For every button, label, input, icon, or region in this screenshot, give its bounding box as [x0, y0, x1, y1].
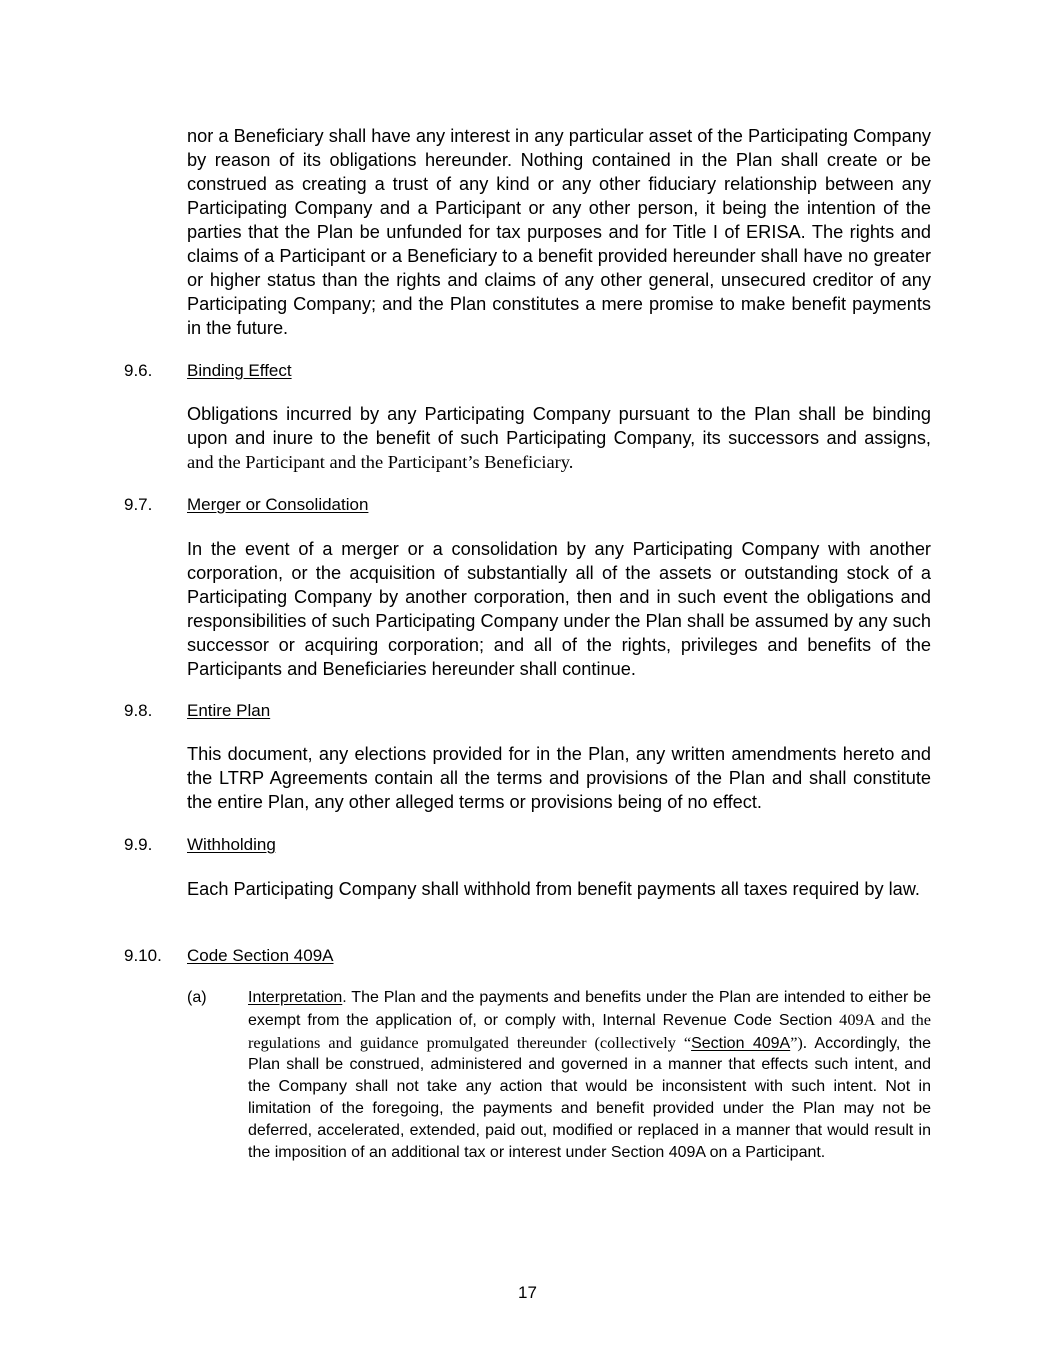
section-title: Merger or Consolidation [187, 495, 369, 514]
section-number: 9.9. [124, 835, 153, 854]
section-title: Binding Effect [187, 361, 292, 380]
page-number: 17 [518, 1283, 537, 1302]
section-9-6-body-text: Obligations incurred by any Participating Company pursuant to the Plan shall be binding upon and inure to the benefit of such Participating Company, its successors and assigns, [187, 404, 931, 448]
subsection-label: (a) [187, 989, 207, 1006]
section-9-9-body: Each Participating Company shall withhold from benefit payments all taxes required by law. [187, 879, 920, 899]
section-number: 9.10. [124, 946, 162, 965]
section-title: Entire Plan [187, 701, 271, 720]
intro-paragraph: nor a Beneficiary shall have any interest in any particular asset of the Participating Company by reason of its obligations hereunder. Nothing contained in the Plan shall create or be construed as creating a trust of any kind or any other fiduciary relationship between any Participating Company and a Participant or any other person, it being the intention of the parties that the Plan be unfunded for tax purposes and for Title I of ERISA. The rights and claims of a Participant or a Beneficiary to a benefit provided hereunder shall have no greater or higher status than the rights and claims of any other general, unsecured creditor of any Participating Company; and the Plan constitutes a mere promise to make benefit payments in the future. [187, 126, 931, 338]
subsection-text-1: . The Plan and the payments and benefits under the Plan are intended to either be exempt from the application of, or comply with, Internal Revenue Code Section [248, 989, 931, 1029]
subsection-text-2: 409A and the regulations and guidance promulgated thereunder (collectively “ [248, 1009, 931, 1052]
section-9-6-body [187, 402, 931, 474]
section-number: 9.6. [124, 361, 153, 380]
subsection-a [187, 987, 931, 1163]
section-9-6-body-serif: and the Participant and the Participant’s Beneficiary. [187, 452, 574, 472]
subsection-text-3: ”). [790, 1032, 807, 1052]
section-9-8-body: This document, any elections provided for in the Plan, any written amendments hereto and the LTRP Agreements contain all the terms and provisions of the Plan and shall constitute the entire Plan, any other alleged terms or provisions being of no effect. [187, 744, 931, 812]
defined-term: Section 409A [691, 1034, 791, 1052]
section-number: 9.8. [124, 701, 153, 720]
subsection-heading: Interpretation [248, 989, 343, 1006]
subsection-a-body [248, 987, 931, 1163]
section-9-7-body: In the event of a merger or a consolidation by any Participating Company with another corporation, or the acquisition of substantially all of the assets or outstanding stock of a Participating Company by another corporation, then and in such event the obligations and responsibilities of such Participating Company under the Plan shall be assumed by any such successor or acquiring corporation; and all of the rights, privileges and benefits of the Participants and Beneficiaries hereunder shall continue. [187, 539, 931, 679]
section-title: Code Section 409A [187, 946, 334, 965]
section-title: Withholding [187, 835, 276, 854]
subsection-text-4: Accordingly, the Plan shall be construed, administered and governed in a manner that effects such intent, and the Company shall not take any action that would be inconsistent with such intent. Not in limitation of the foregoing, the payments and benefit provided under the Plan may not be deferred, accelerated, extended, paid out, modified or replaced in a manner that would result in the imposition of an additional tax or interest under Section 409A on a Participant. [248, 1034, 931, 1161]
section-number: 9.7. [124, 495, 153, 514]
